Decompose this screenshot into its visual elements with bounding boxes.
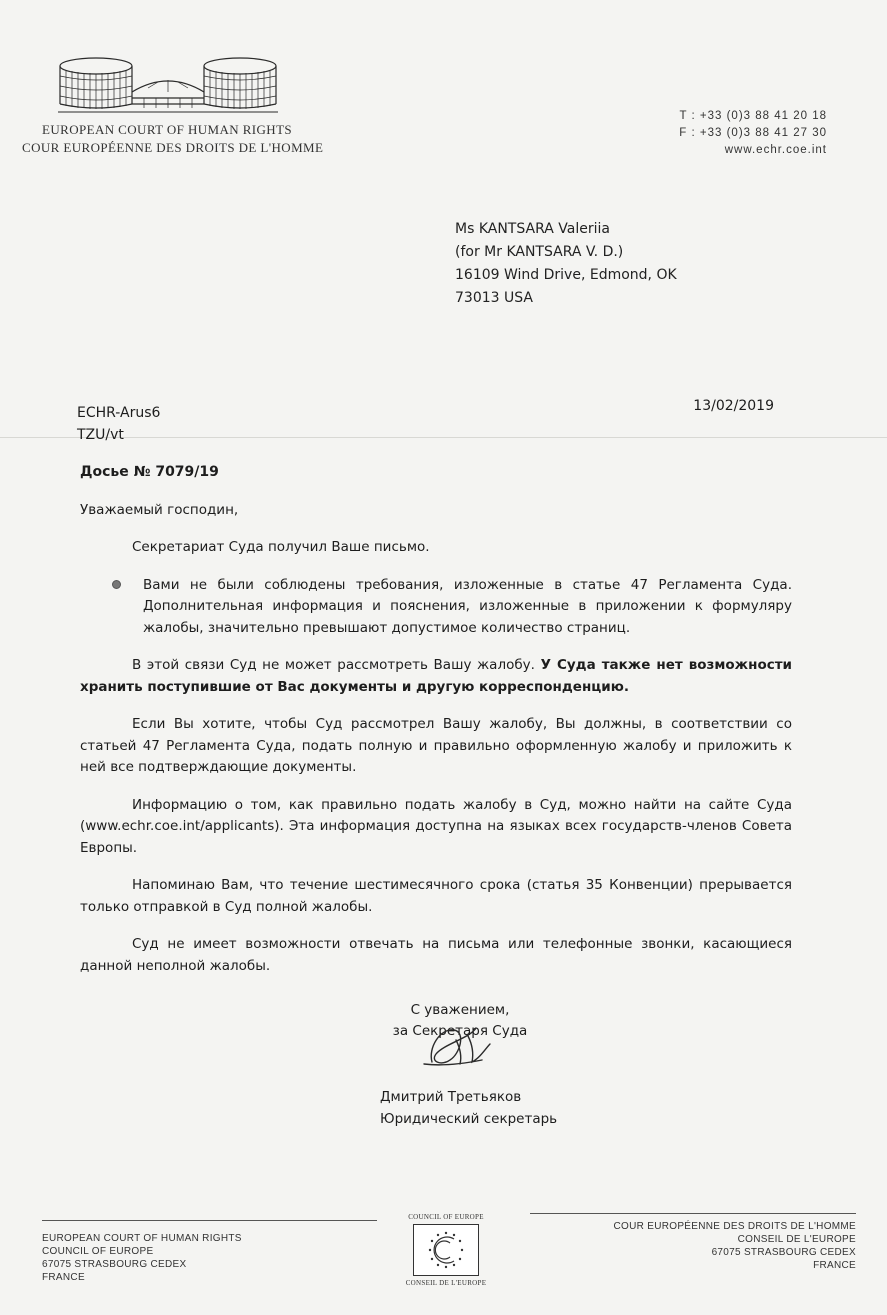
signer-title: Юридический секретарь <box>380 1111 558 1127</box>
paragraph-received: Секретариат Суда получил Ваше письмо. <box>132 539 430 555</box>
council-of-europe-emblem <box>404 1213 488 1287</box>
footer-line: 67075 STRASBOURG CEDEX <box>42 1259 187 1270</box>
footer-line: COUNCIL OF EUROPE <box>42 1246 154 1257</box>
contact-block <box>679 108 827 159</box>
paragraph-resubmit: Если Вы хотите, чтобы Суд рассмотрел Вашу жалобу, Вы должны, в соответствии со статьей 47 Регламента Суда, подать полную и правильно оформленную жалобу и приложить к ней все подтверждающие документы. <box>80 716 792 775</box>
signer-block <box>380 1086 557 1130</box>
salutation: Уважаемый господин, <box>80 501 239 518</box>
address-line: 73013 USA <box>455 290 533 306</box>
file-number: Досье № 7079/19 <box>80 464 219 480</box>
bullet-text: Вами не были соблюдены требования, изложенные в статье 47 Регламента Суда. Дополнительная информация и пояснения, изложенные в приложении к формуляру жалобы, значительно превышают допустимое количество страниц. <box>143 576 792 636</box>
court-name-english: EUROPEAN COURT OF HUMAN RIGHTS <box>42 122 293 137</box>
handwritten-signature-icon <box>410 1018 500 1070</box>
closing-regards: С уважением, <box>410 1002 510 1018</box>
footer-line: CONSEIL DE L'EUROPE <box>737 1234 856 1245</box>
footer-address-english <box>42 1232 242 1284</box>
address-line: 16109 Wind Drive, Edmond, OK <box>455 267 677 283</box>
coe-label-bottom: CONSEIL DE L'EUROPE <box>405 1279 487 1287</box>
bullet-item <box>80 575 792 640</box>
letter-date: 13/02/2019 <box>693 398 774 414</box>
footer-line: COUR EUROPÉENNE DES DROITS DE L'HOMME <box>613 1221 856 1232</box>
paragraph-no-reply: Суд не имеет возможности отвечать на письма или телефонные звонки, касающиеся данной неполной жалобы. <box>80 936 792 974</box>
paragraph-cannot-examine <box>80 655 792 698</box>
website-link: www.echr.coe.int <box>724 144 827 156</box>
footer-line: FRANCE <box>813 1260 856 1271</box>
paragraph-bold-text: У Суда также нет возможности хранить поступившие от Вас документы и другую корреспонденцию. <box>80 657 793 695</box>
paragraph-text: В этой связи Суд не может рассмотреть Вашу жалобу. <box>132 657 541 673</box>
paragraph-time-limit: Напоминаю Вам, что течение шестимесячного срока (статья 35 Конвенции) прерывается только отправкой в Суд полной жалобы. <box>80 877 792 915</box>
fax-number: F : +33 (0)3 88 41 27 30 <box>679 127 827 139</box>
bullet-icon <box>112 580 121 589</box>
signer-name: Дмитрий Третьяков <box>380 1089 522 1105</box>
footer-line: 67075 STRASBOURG CEDEX <box>711 1247 856 1258</box>
reference-code: ECHR-Arus6 <box>77 405 161 421</box>
address-line: (for Mr KANTSARA V. D.) <box>455 244 624 260</box>
footer-line: FRANCE <box>42 1272 85 1283</box>
reference-block <box>77 402 160 446</box>
court-name-french: COUR EUROPÉENNE DES DROITS DE L'HOMME <box>22 140 324 155</box>
footer-divider-left <box>42 1220 377 1221</box>
footer-address-french <box>614 1220 856 1272</box>
phone-number: T : +33 (0)3 88 41 20 18 <box>679 110 827 122</box>
paragraph-information: Информацию о том, как правильно подать жалобу в Суд, можно найти на сайте Суда (www.echr.coe.int/applicants). Эта информация доступна на языках всех государств-членов Совета Европы. <box>80 796 792 856</box>
court-building-logo-icon <box>58 52 278 118</box>
closing-on-behalf: за Секретаря Суда <box>392 1023 528 1039</box>
address-line: Ms KANTSARA Valeriia <box>455 221 610 237</box>
council-of-europe-emblem-icon <box>413 1224 479 1276</box>
footer-line: EUROPEAN COURT OF HUMAN RIGHTS <box>42 1233 242 1244</box>
footer-divider-right <box>530 1213 856 1214</box>
recipient-address <box>455 218 677 310</box>
coe-label-top: COUNCIL OF EUROPE <box>408 1213 484 1221</box>
reference-initials: TZU/vt <box>77 427 124 443</box>
letter-body <box>80 462 792 977</box>
